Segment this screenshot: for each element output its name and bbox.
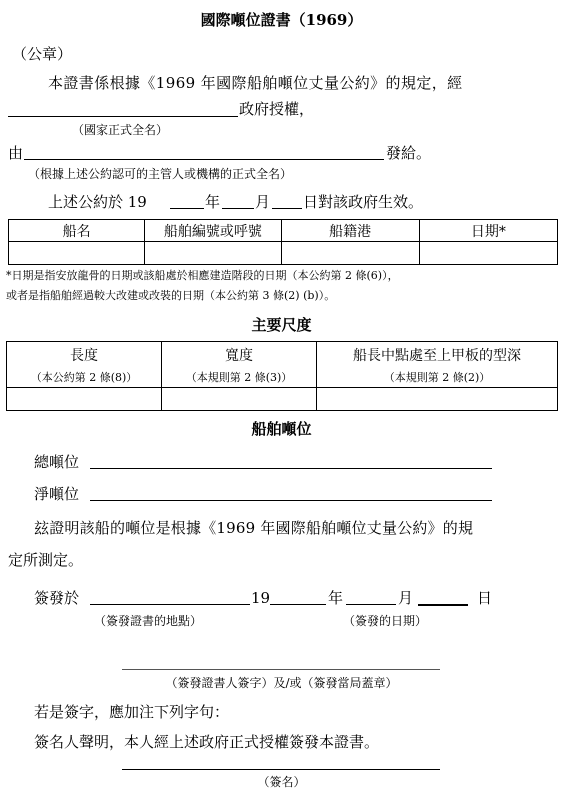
- issue-day-field[interactable]: [418, 604, 468, 606]
- cell-length[interactable]: [7, 388, 162, 411]
- breadth-label: 寬度: [225, 347, 253, 364]
- breadth-note: （本規則第 2 條(3)）: [185, 370, 293, 384]
- authority-name-field[interactable]: [24, 159, 384, 160]
- issued-at-label: 簽發於: [34, 589, 80, 607]
- signature-note: （簽名）: [257, 775, 306, 789]
- header-ship-name: 船名: [9, 220, 145, 242]
- country-name-note: （國家正式全名）: [72, 123, 169, 137]
- dimensions-title: 主要尺度: [251, 316, 312, 334]
- issue-month-field[interactable]: [346, 604, 396, 605]
- effect-year-field[interactable]: [170, 208, 204, 209]
- issue-date-note: （簽發的日期）: [343, 614, 428, 628]
- cell-ship-number[interactable]: [145, 242, 281, 265]
- cell-port-of-registry[interactable]: [281, 242, 419, 265]
- certify-text-2: 定所測定。: [8, 551, 84, 569]
- authority-name-note: （根據上述公約認可的主管人或機構的正式全名）: [28, 167, 293, 181]
- tonnage-title: 船舶噸位: [251, 420, 312, 438]
- gross-tonnage-label: 總噸位: [34, 453, 80, 471]
- cell-breadth[interactable]: [162, 388, 317, 411]
- net-tonnage-field[interactable]: [90, 500, 492, 501]
- footnote-line-1: *日期是指安放龍骨的日期或該船處於相應建造階段的日期（本公約第 2 條(6)），: [6, 269, 399, 282]
- gov-authorized-text: 政府授權，: [239, 100, 315, 118]
- effect-month-field[interactable]: [222, 208, 254, 209]
- length-note: （本公約第 2 條(8)）: [30, 370, 138, 384]
- effect-month-label: 月: [255, 193, 271, 211]
- issuer-signature-field[interactable]: [122, 669, 440, 670]
- seal-placeholder: （公章）: [12, 45, 73, 63]
- gross-tonnage-field[interactable]: [90, 468, 492, 469]
- issue-day-label: 日: [477, 589, 493, 607]
- effect-prefix: 上述公約於 19: [48, 193, 147, 211]
- effect-suffix: 日對該政府生效。: [303, 193, 424, 211]
- issue-year-prefix: 19: [251, 589, 271, 607]
- issue-year-field[interactable]: [270, 604, 326, 605]
- cell-depth[interactable]: [317, 388, 558, 411]
- issue-year-label: 年: [328, 589, 344, 607]
- footnote-line-2: 或者是指船舶經過較大改建或改裝的日期（本公約第 3 條(2) (b)）。: [6, 289, 336, 302]
- depth-label: 船長中點處至上甲板的型深: [353, 347, 521, 364]
- issuer-signature-note: （簽發證書人簽字）及/或（簽發當局蓋章）: [165, 676, 398, 690]
- header-ship-number: 船舶編號或呼號: [145, 220, 281, 242]
- issue-month-label: 月: [398, 589, 414, 607]
- issue-place-note: （簽發證書的地點）: [94, 614, 203, 628]
- if-signed-text: 若是簽字，應加注下列字句：: [34, 703, 230, 721]
- issued-label: 發給。: [386, 144, 432, 162]
- header-port-of-registry: 船籍港: [281, 220, 419, 242]
- header-depth: [317, 342, 558, 388]
- by-label: 由: [8, 144, 24, 162]
- intro-text: 本證書係根據《1969 年國際船舶噸位丈量公約》的規定，經: [48, 74, 463, 92]
- signature-field[interactable]: [122, 769, 440, 770]
- page-title: 國際噸位證書（1969）: [200, 11, 363, 29]
- issue-place-field[interactable]: [90, 604, 250, 605]
- cell-ship-name[interactable]: [9, 242, 145, 265]
- dimensions-table: [6, 341, 558, 411]
- ship-info-table: [8, 219, 558, 265]
- country-name-field[interactable]: [8, 116, 238, 117]
- certify-text-1: 玆證明該船的噸位是根據《1969 年國際船舶噸位丈量公約》的規: [34, 519, 474, 537]
- net-tonnage-label: 淨噸位: [34, 485, 80, 503]
- depth-note: （本規則第 2 條(2)）: [383, 370, 491, 384]
- declaration-text: 簽名人聲明，本人經上述政府正式授權簽發本證書。: [34, 733, 380, 751]
- effect-day-field[interactable]: [272, 208, 302, 209]
- header-date: 日期*: [419, 220, 557, 242]
- length-label: 長度: [70, 347, 98, 364]
- header-length: [7, 342, 162, 388]
- effect-year-label: 年: [205, 193, 221, 211]
- cell-date[interactable]: [419, 242, 557, 265]
- header-breadth: [162, 342, 317, 388]
